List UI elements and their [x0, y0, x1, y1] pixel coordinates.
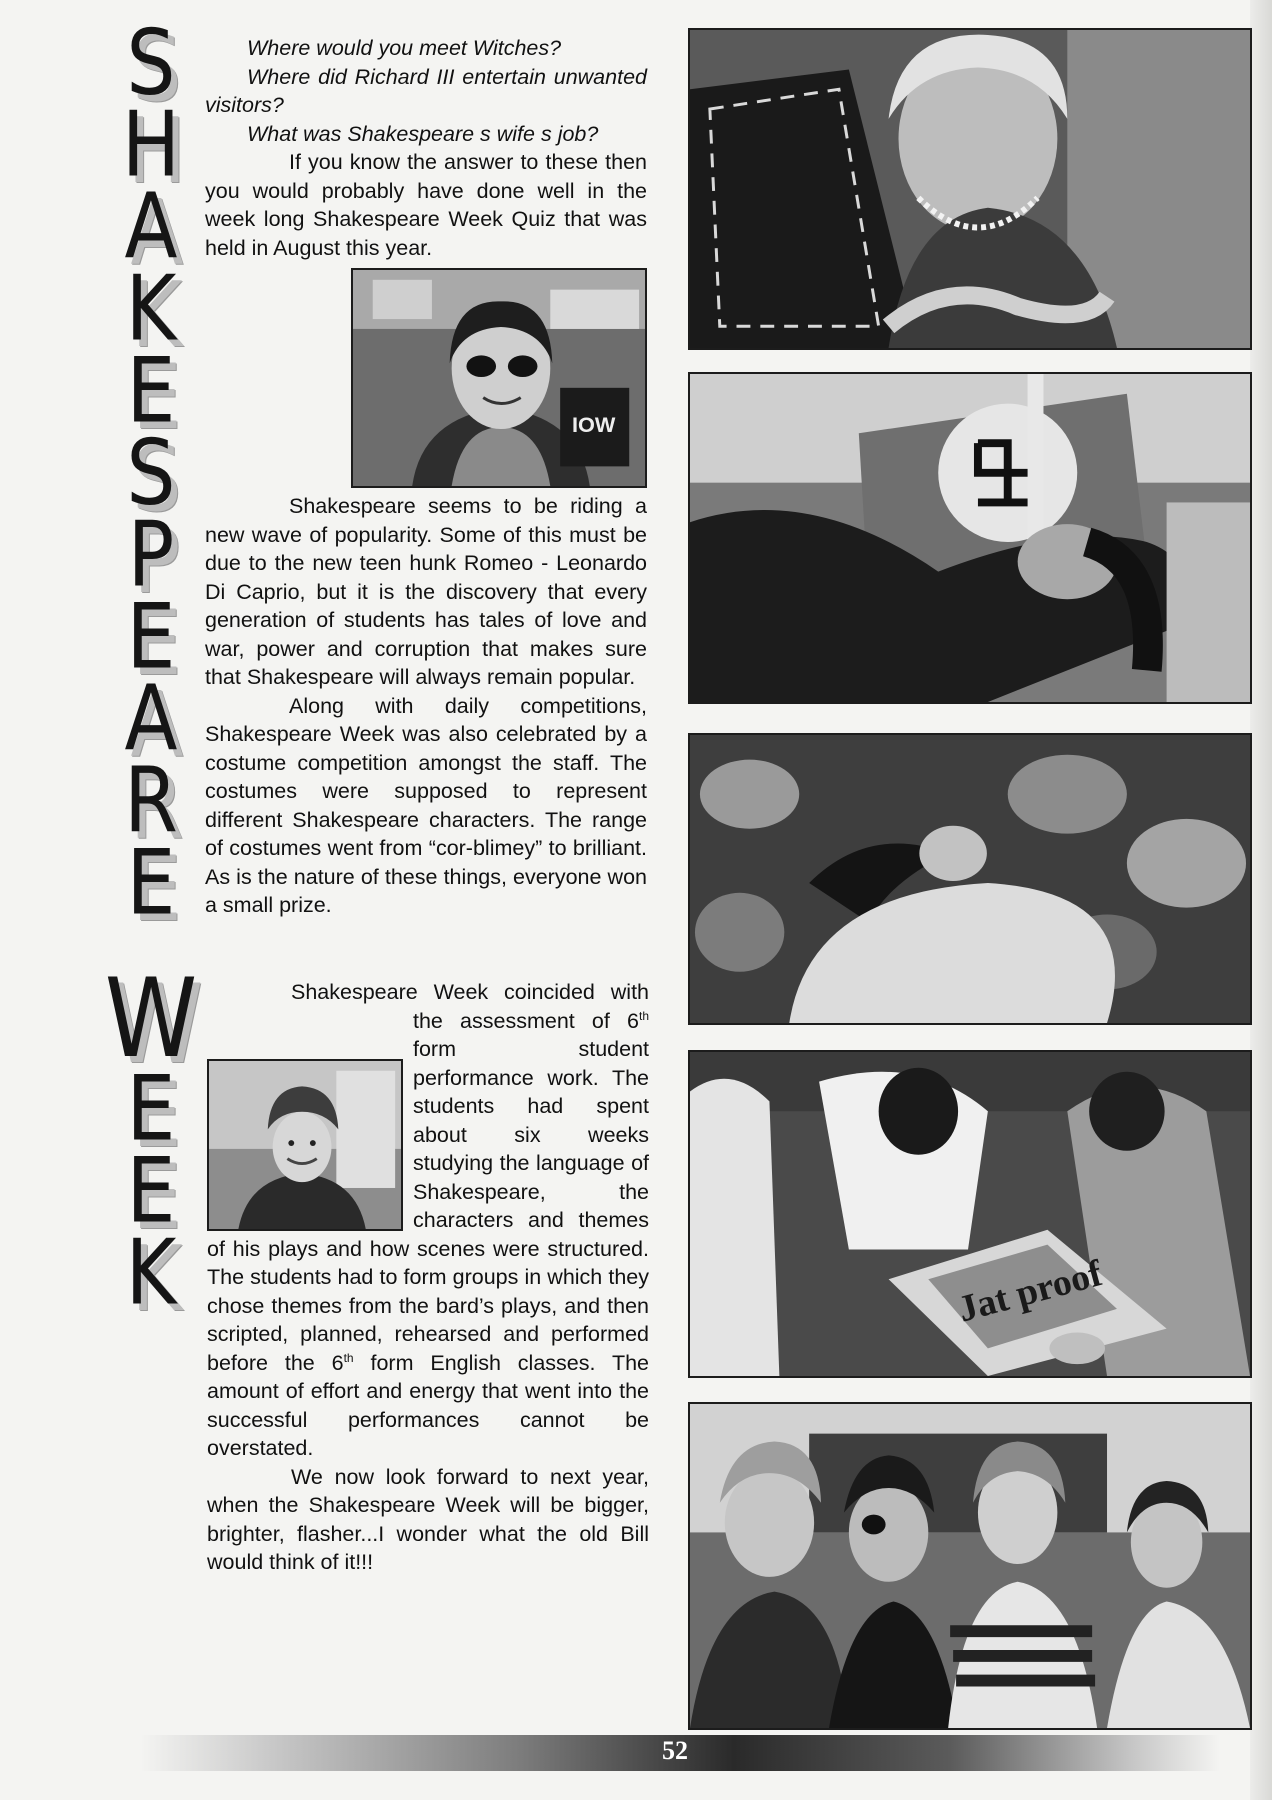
title-letter: E — [126, 1056, 176, 1162]
photo-poster-painting — [688, 1050, 1252, 1378]
paragraph-1: If you know the answer to these then you would probably have done well in the week long Shakespeare Week Quiz that was held in August this year. — [205, 150, 647, 260]
title-letter: P — [127, 502, 175, 608]
photo-costumed-group — [688, 1402, 1252, 1730]
page-number: 52 — [662, 1736, 688, 1765]
title-letter: E — [126, 1138, 176, 1244]
p4-part-a: Shakespeare Week coincided with the assessment of 6 — [291, 980, 649, 1033]
title-letter: K — [125, 256, 177, 362]
article-column-top — [205, 34, 647, 920]
photo-lying-in-leaves — [688, 733, 1252, 1025]
question-2: Where did Richard III entertain unwanted visitors? — [205, 64, 647, 117]
paragraph-2: Shakespeare seems to be riding a new wave of popularity. Some of this must be due to the new teen hunk Romeo - Leonardo Di Caprio, but it is the discovery that every generation of students has tales of love and war, power and corruption that makes sure that Shakespeare will always remain popular. — [205, 494, 647, 689]
title-letter: E — [126, 338, 176, 444]
p4-part-b: form student performance work. The students had spent about six weeks studying the language of Shakespeare, the characters and themes of his plays and how scenes were structured. The students had to form groups in which they chose themes from the bard’s plays, and then scripted, planned, rehearsed and performed before the 6 — [207, 1037, 649, 1375]
article-column-lower — [207, 978, 649, 1577]
title-letter: A — [124, 174, 178, 280]
paragraph-4-full — [207, 978, 649, 1463]
photo-swastika-flag — [688, 372, 1252, 704]
vertical-title — [96, 10, 206, 1740]
poster-text: Jat proof — [953, 1252, 1107, 1331]
p4-sup-2: th — [343, 1350, 354, 1365]
title-letter: W — [104, 954, 198, 1083]
title-letter: E — [126, 830, 176, 936]
page-edge — [1250, 0, 1272, 1800]
title-letter: A — [124, 666, 178, 772]
title-letter: S — [126, 420, 176, 526]
p4-part-c: form English classes. The amount of effort and energy that went into the successful performances cannot be overstated. — [207, 1350, 649, 1460]
photo-pearl-necklace — [688, 28, 1252, 350]
shirt-text: IOW — [572, 412, 616, 437]
question-1: Where would you meet Witches? — [247, 36, 562, 60]
p4-sup-1: th — [638, 1008, 649, 1023]
title-letter: E — [126, 584, 176, 690]
paragraph-5: We now look forward to next year, when the Shakespeare Week will be bigger, brighter, flasher...I wonder what the old Bill would think of it!!! — [207, 1464, 649, 1574]
title-letter: K — [125, 1220, 177, 1326]
title-letter: H — [121, 92, 181, 198]
inset-photo-turban — [207, 1059, 403, 1231]
inset-photo-face-paint — [351, 268, 647, 488]
title-letter: S — [126, 10, 176, 116]
question-3: What was Shakespeare s wife s job? — [247, 121, 599, 146]
paragraph-3: Along with daily competitions, Shakespeare Week was also celebrated by a costume competition amongst the staff. The costumes were supposed to represent different Shakespeare characters. The range of costumes went from “cor-blimey” to brilliant. As is the nature of these things, everyone won a small prize. — [205, 693, 647, 917]
title-letter: R — [124, 748, 178, 854]
